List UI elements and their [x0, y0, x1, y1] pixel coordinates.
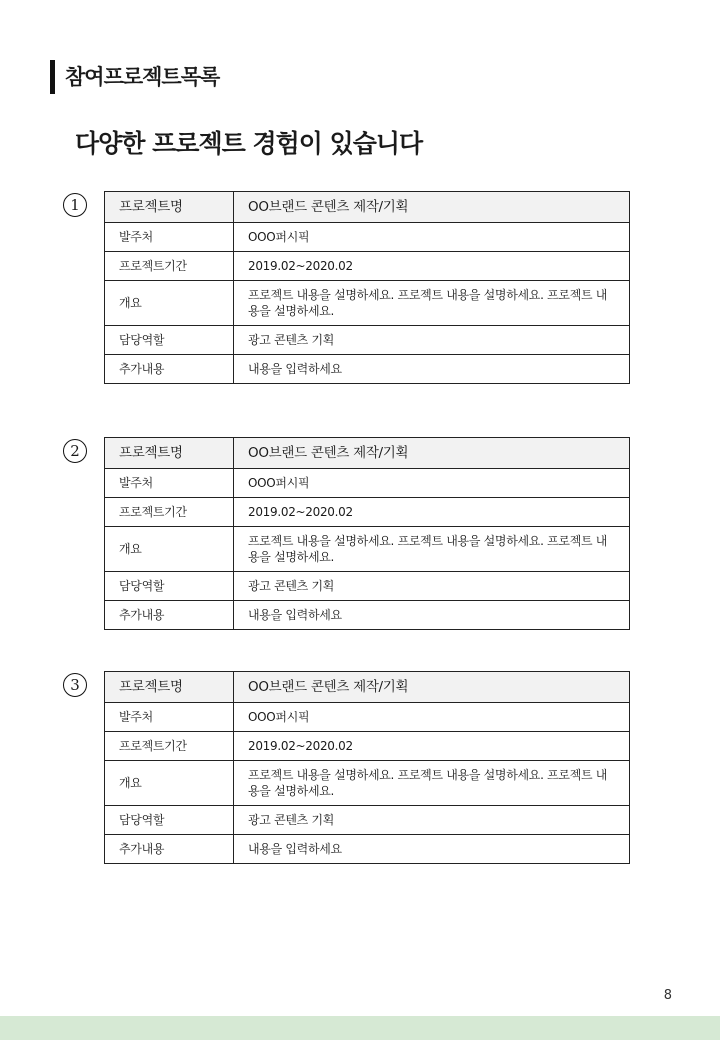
table-row	[105, 192, 630, 223]
row-value: OO브랜드 콘텐츠 제작/기획	[234, 672, 630, 703]
row-value: OOO퍼시픽	[234, 703, 630, 732]
row-key: 담당역할	[105, 326, 234, 355]
section-title: 참여프로젝트목록	[50, 60, 219, 94]
row-value: 2019.02~2020.02	[234, 498, 630, 527]
table-row	[105, 281, 630, 326]
row-key: 프로젝트기간	[105, 498, 234, 527]
row-key: 담당역할	[105, 572, 234, 601]
table-row	[105, 326, 630, 355]
row-key: 추가내용	[105, 835, 234, 864]
row-value: 2019.02~2020.02	[234, 732, 630, 761]
table-row	[105, 703, 630, 732]
row-key: 프로젝트명	[105, 192, 234, 223]
row-key: 담당역할	[105, 806, 234, 835]
row-key: 개요	[105, 761, 234, 806]
row-value: OO브랜드 콘텐츠 제작/기획	[234, 438, 630, 469]
row-key: 프로젝트기간	[105, 732, 234, 761]
page-number: 8	[663, 988, 672, 1003]
row-key: 발주처	[105, 703, 234, 732]
headline: 다양한 프로젝트 경험이 있습니다	[75, 129, 423, 158]
table-row	[105, 498, 630, 527]
row-value: 내용을 입력하세요	[234, 355, 630, 384]
project-number: 2	[63, 439, 87, 463]
row-key: 추가내용	[105, 601, 234, 630]
project-number: 3	[63, 673, 87, 697]
table-row	[105, 672, 630, 703]
table-row	[105, 252, 630, 281]
table-row	[105, 355, 630, 384]
row-key: 발주처	[105, 469, 234, 498]
table-row	[105, 223, 630, 252]
row-value: 2019.02~2020.02	[234, 252, 630, 281]
row-value: 프로젝트 내용을 설명하세요. 프로젝트 내용을 설명하세요. 프로젝트 내용을 설명하세요.	[234, 527, 630, 572]
table-row	[105, 806, 630, 835]
row-value: OO브랜드 콘텐츠 제작/기획	[234, 192, 630, 223]
row-value: 내용을 입력하세요	[234, 601, 630, 630]
row-key: 발주처	[105, 223, 234, 252]
row-key: 개요	[105, 527, 234, 572]
row-value: 광고 콘텐츠 기획	[234, 806, 630, 835]
row-value: 내용을 입력하세요	[234, 835, 630, 864]
table-row	[105, 601, 630, 630]
table-row	[105, 572, 630, 601]
row-key: 프로젝트기간	[105, 252, 234, 281]
row-key: 추가내용	[105, 355, 234, 384]
footer-bar	[0, 1016, 720, 1040]
row-key: 개요	[105, 281, 234, 326]
row-key: 프로젝트명	[105, 438, 234, 469]
row-value: 프로젝트 내용을 설명하세요. 프로젝트 내용을 설명하세요. 프로젝트 내용을 설명하세요.	[234, 761, 630, 806]
table-row	[105, 469, 630, 498]
table-row	[105, 438, 630, 469]
table-row	[105, 732, 630, 761]
row-value: OOO퍼시픽	[234, 223, 630, 252]
row-value: 광고 콘텐츠 기획	[234, 572, 630, 601]
row-value: 프로젝트 내용을 설명하세요. 프로젝트 내용을 설명하세요. 프로젝트 내용을 설명하세요.	[234, 281, 630, 326]
project-table	[104, 437, 630, 630]
row-key: 프로젝트명	[105, 672, 234, 703]
table-row	[105, 761, 630, 806]
project-table	[104, 671, 630, 864]
table-row	[105, 527, 630, 572]
project-number: 1	[63, 193, 87, 217]
row-value: 광고 콘텐츠 기획	[234, 326, 630, 355]
project-table	[104, 191, 630, 384]
row-value: OOO퍼시픽	[234, 469, 630, 498]
table-row	[105, 835, 630, 864]
